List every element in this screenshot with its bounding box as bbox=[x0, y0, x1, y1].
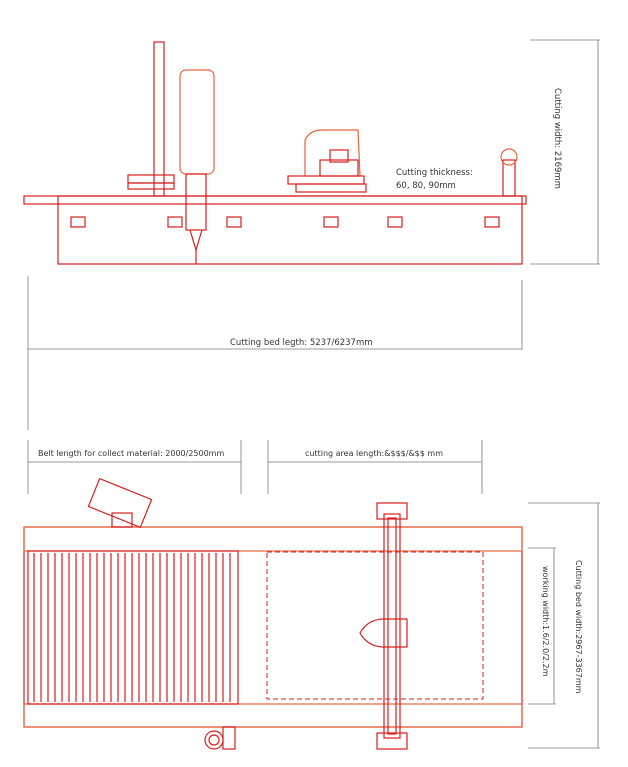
side-right-knob bbox=[501, 149, 517, 165]
side-top-rail bbox=[24, 196, 526, 204]
gantry-end-bottom bbox=[377, 733, 407, 749]
side-slot bbox=[227, 217, 241, 227]
side-carriage-base bbox=[288, 176, 364, 184]
top-rail-lower bbox=[24, 704, 522, 727]
top-rail-upper bbox=[24, 527, 522, 551]
side-mast bbox=[154, 42, 164, 196]
cutting-width-dimension bbox=[530, 40, 600, 264]
roller-wheel bbox=[205, 731, 223, 749]
side-view bbox=[24, 42, 526, 264]
side-slot bbox=[168, 217, 182, 227]
top-view bbox=[24, 479, 522, 749]
roller-bracket bbox=[223, 727, 235, 749]
gantry-end-top bbox=[377, 503, 407, 519]
feeder-box bbox=[88, 479, 151, 528]
side-cutting-head bbox=[180, 70, 214, 174]
side-slot bbox=[388, 217, 402, 227]
cutting-width-label: Cutting width: 2169mm bbox=[552, 88, 562, 190]
side-carriage-housing bbox=[305, 130, 360, 176]
side-blade-tip bbox=[190, 230, 202, 250]
side-slot bbox=[485, 217, 499, 227]
side-bed-body bbox=[58, 196, 522, 264]
working-width-label: working width:1.6/2.0/2.2m bbox=[541, 566, 550, 677]
belt-length-label: Belt length for collect material: 2000/2500mm bbox=[38, 449, 225, 458]
side-head-shaft bbox=[186, 174, 206, 230]
side-slot bbox=[71, 217, 85, 227]
belt-slats bbox=[34, 553, 230, 702]
side-arm-lower bbox=[128, 175, 174, 183]
cutting-bed-width-label: Cutting bed width:2967-3367mm bbox=[574, 560, 583, 694]
cutting-thickness-values: 60, 80, 90mm bbox=[396, 181, 456, 191]
cutting-area-dashed bbox=[267, 552, 483, 699]
cutting-bed-length-label: Cutting bed legth: 5237/6237mm bbox=[230, 338, 373, 348]
cutting-area-length-label: cutting area length:&$$$/&$$ mm bbox=[305, 449, 443, 458]
bed-length-dimension bbox=[28, 276, 522, 430]
belt-area bbox=[28, 551, 238, 704]
side-carriage-base-2 bbox=[296, 184, 366, 192]
cutting-thickness-title: Cutting thickness: bbox=[396, 168, 473, 178]
roller-hub bbox=[209, 735, 219, 745]
bed-width-dimension bbox=[528, 503, 600, 748]
top-bed-outer bbox=[24, 527, 522, 727]
side-slot bbox=[324, 217, 338, 227]
side-arm-lower-2 bbox=[128, 183, 174, 189]
